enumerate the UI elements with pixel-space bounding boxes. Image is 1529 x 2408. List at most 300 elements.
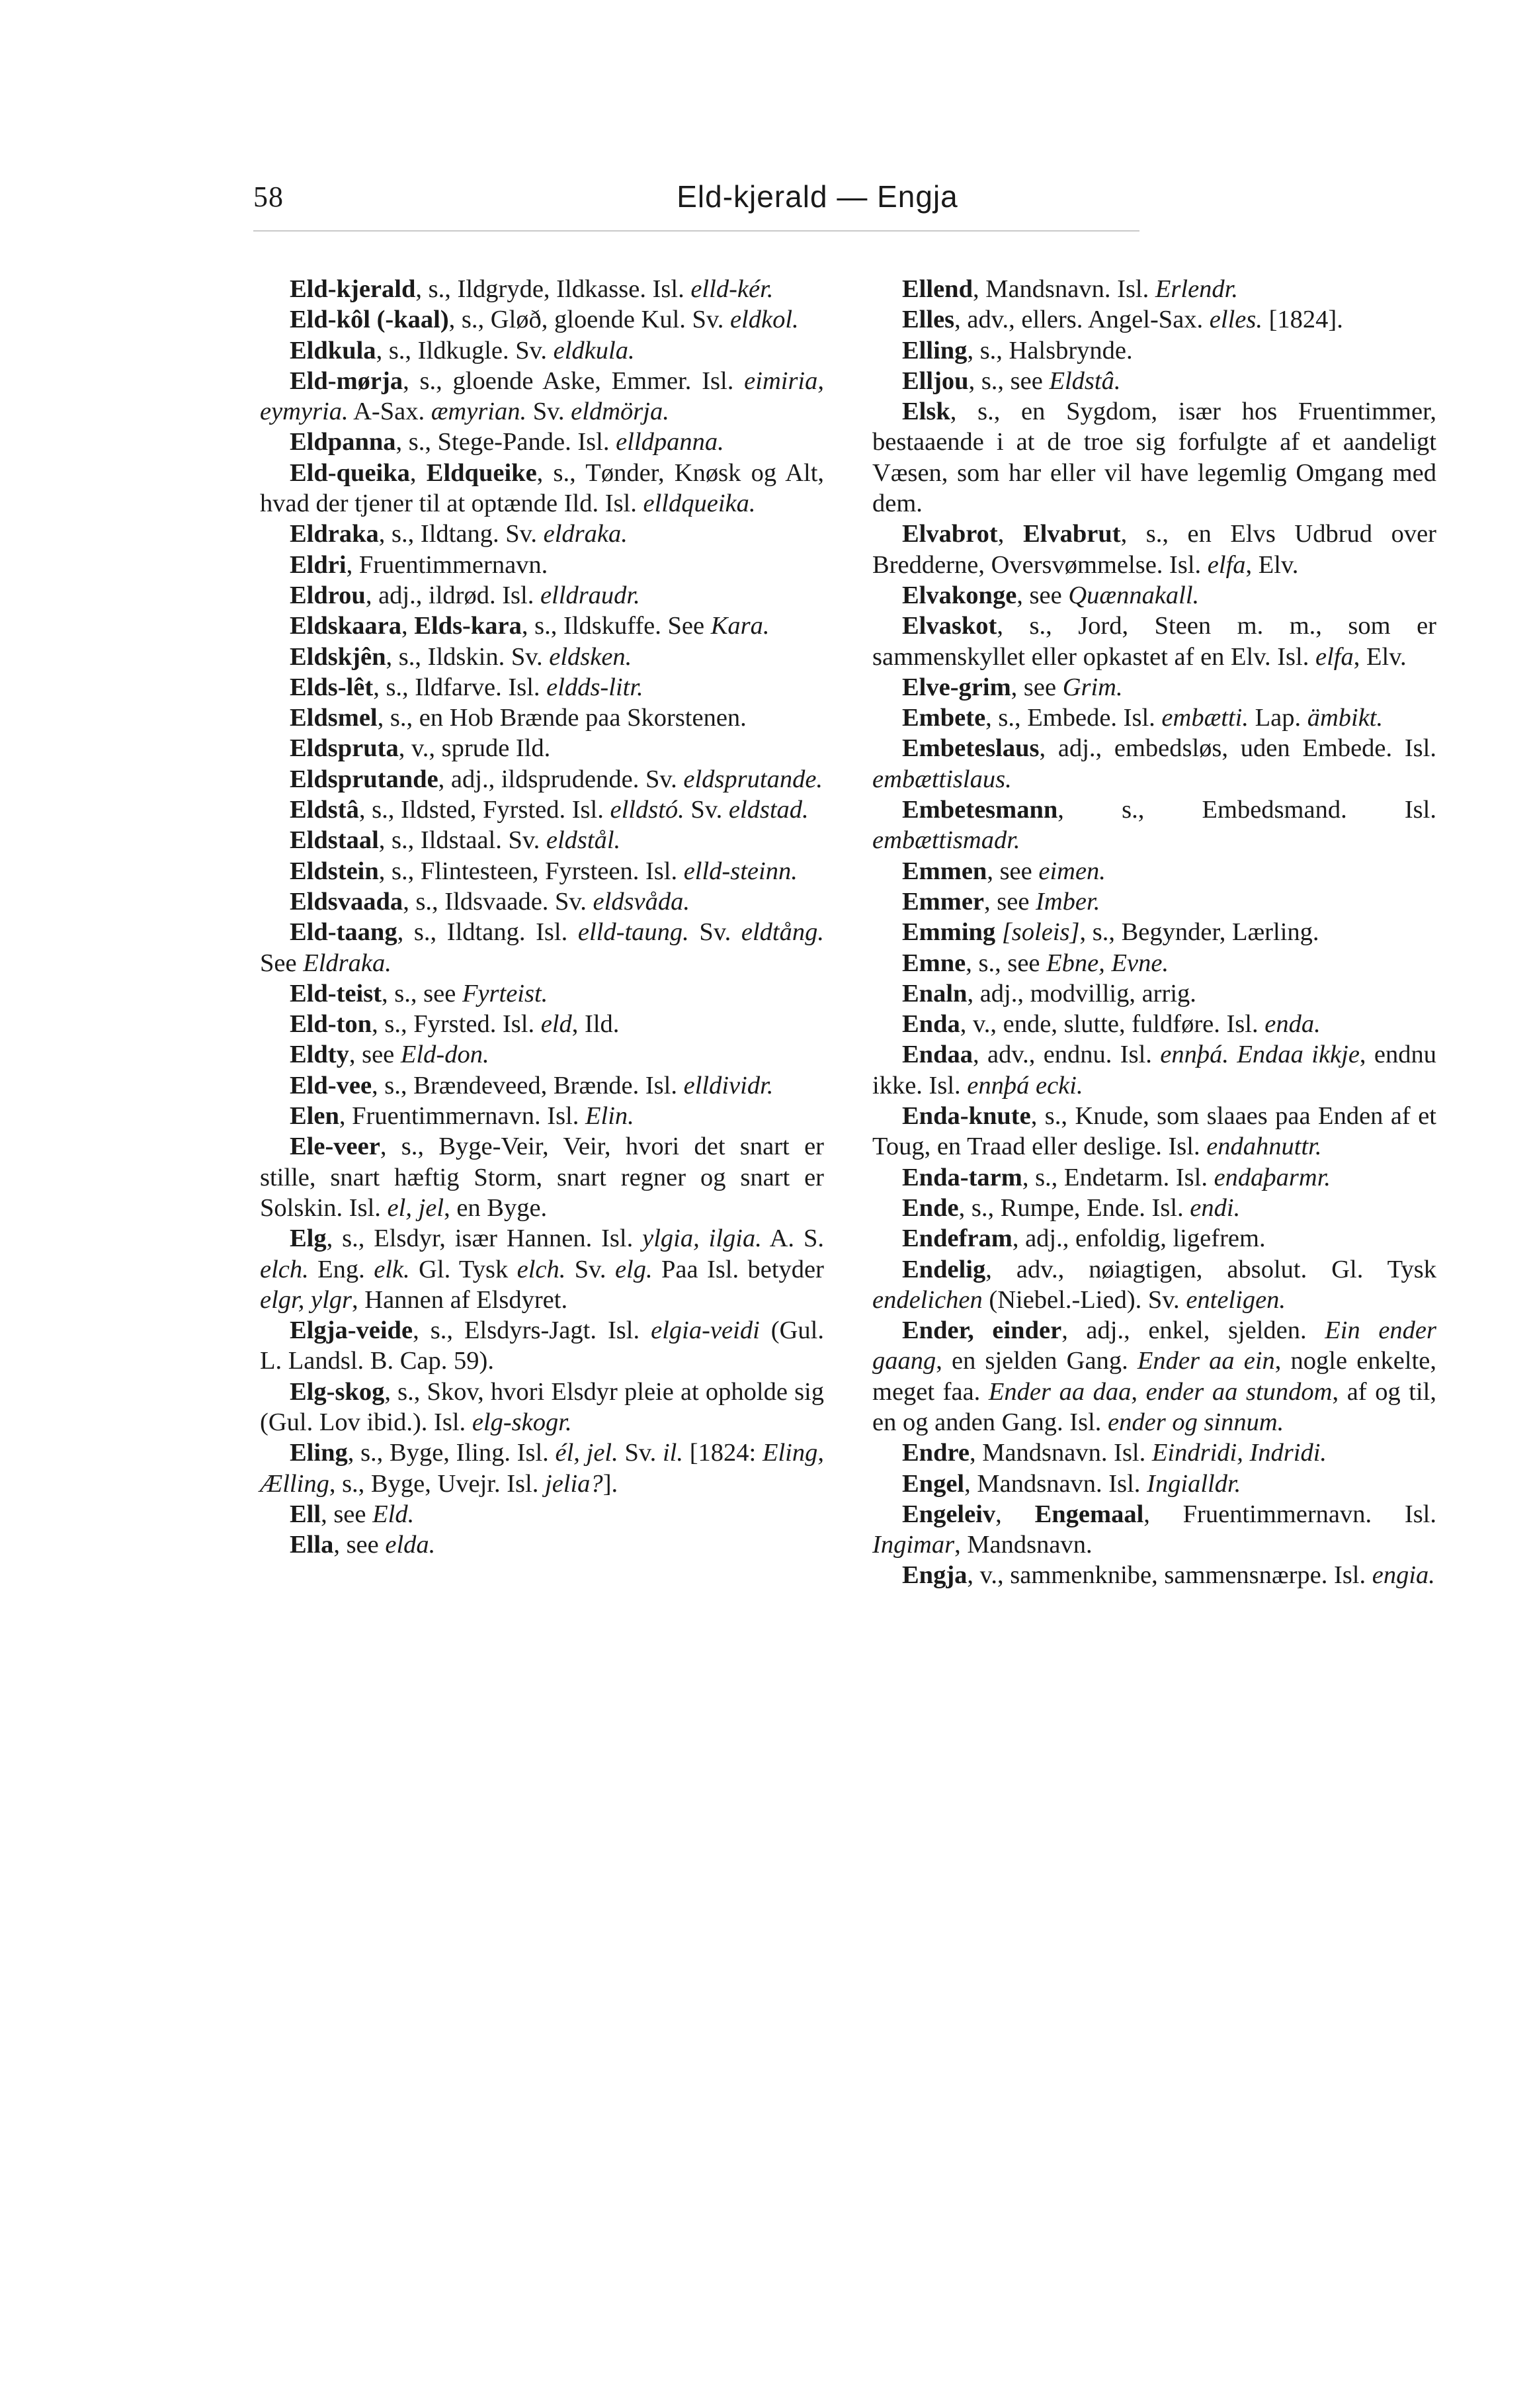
dictionary-entry	[260, 825, 824, 855]
italic-term: Fyrteist.	[462, 979, 548, 1008]
definition-text: , s., see	[382, 979, 462, 1008]
definition-text: , Elv.	[1245, 550, 1299, 579]
dictionary-entry	[260, 1070, 824, 1101]
dictionary-entry	[260, 274, 824, 304]
definition-text: , s., Stege-Pande. Isl.	[395, 428, 616, 456]
headword: Elsk	[902, 398, 950, 426]
headword: Elds-lêt	[290, 673, 374, 701]
headword: Enda-knute	[902, 1102, 1031, 1131]
dictionary-entry	[260, 764, 824, 795]
dictionary-entry	[260, 1101, 824, 1131]
headword: Eling	[290, 1439, 348, 1467]
italic-term: elg-skogr.	[472, 1408, 572, 1436]
italic-term: eldkol.	[729, 306, 799, 334]
italic-term: elgia-veidi	[651, 1316, 760, 1345]
headword: Elds-kara	[414, 612, 522, 640]
headword: Ella	[290, 1531, 334, 1559]
italic-term: Eling, Ælling	[260, 1439, 824, 1498]
headword: Elljou	[902, 366, 969, 395]
italic-term: eldkula.	[553, 336, 635, 365]
dictionary-entry	[260, 580, 824, 611]
headword: Eldstein	[290, 857, 379, 885]
headword: Embetesmann	[902, 796, 1058, 824]
definition-text	[995, 918, 1002, 946]
dictionary-entry	[872, 1162, 1436, 1193]
dictionary-entry	[260, 733, 824, 763]
definition-text: Sv.	[526, 398, 571, 426]
definition-text: , Mandsnavn.	[954, 1531, 1093, 1559]
definition-text: , s., Elsdyr, især Hannen. Isl.	[326, 1225, 643, 1253]
definition-text: , s., Skov, hvori Elsdyr pleie at opholde sig (Gul. Lov ibid.). Isl.	[260, 1377, 824, 1436]
headword: Elvaskot	[902, 612, 997, 640]
dictionary-entry	[260, 1499, 824, 1529]
headword: Emming	[902, 918, 996, 947]
definition-text: , Fruentimmernavn. Isl.	[339, 1102, 585, 1131]
italic-term: elld-taung.	[577, 918, 689, 947]
definition-text: , s., Embedsmand. Isl.	[1057, 796, 1436, 824]
headword: Eldsmel	[290, 704, 378, 732]
dictionary-entry	[260, 519, 824, 549]
definition-text: , af og til, en og anden Gang. Isl.	[872, 1377, 1436, 1436]
definition-text: Paa Isl. betyder	[652, 1255, 824, 1283]
header-rule	[253, 230, 1139, 232]
italic-term: elld-steinn.	[683, 857, 798, 885]
dictionary-entry	[872, 1560, 1436, 1590]
italic-term: Ender aa daa, ender aa stundom	[988, 1377, 1333, 1406]
definition-text: , s., Endetarm. Isl.	[1022, 1163, 1214, 1191]
definition-text: , s., Elsdyrs-Jagt. Isl.	[413, 1316, 651, 1345]
headword: Eld-kôl (-kaal)	[290, 306, 449, 334]
italic-term: elch.	[517, 1255, 566, 1283]
italic-term: endaþarmr.	[1214, 1163, 1331, 1191]
definition-text: , s., Brændeveed, Brænde. Isl.	[372, 1071, 684, 1099]
headword: Elvakonge	[902, 581, 1017, 609]
italic-term: elldpanna.	[616, 428, 724, 456]
headword: Eld-taang	[290, 918, 397, 947]
dictionary-entry	[872, 1469, 1436, 1499]
definition-text: , see	[987, 857, 1039, 885]
headword: Endefram	[902, 1225, 1012, 1253]
headword: Eldstaal	[290, 826, 379, 855]
italic-term: elch.	[260, 1255, 309, 1283]
italic-term: eldstad.	[728, 796, 809, 824]
dictionary-entry	[260, 795, 824, 825]
definition-text: , Elv.	[1353, 642, 1407, 671]
definition-text: , nogle enkelte, meget faa.	[872, 1347, 1436, 1406]
italic-term: Ender aa ein	[1137, 1347, 1275, 1375]
italic-term: el, jel	[387, 1193, 444, 1222]
italic-term: eldtång.	[741, 918, 824, 947]
definition-text: , s., Fyrsted. Isl.	[372, 1010, 541, 1039]
dictionary-entry	[260, 335, 824, 366]
definition-text: , see	[984, 887, 1036, 916]
definition-text: ,	[997, 520, 1023, 548]
definition-text: [1824:	[683, 1439, 763, 1467]
italic-term: elldqueika.	[643, 490, 756, 518]
definition-text: , adj., embedsløs, uden Embede. Isl.	[1039, 734, 1436, 763]
dictionary-entry	[872, 733, 1436, 795]
definition-text: ,	[409, 458, 427, 487]
dictionary-entry	[260, 1377, 824, 1438]
definition-text: Sv.	[565, 1255, 615, 1283]
dictionary-entry	[872, 917, 1436, 947]
headword: Eldrou	[290, 581, 366, 609]
definition-text: , s., en Sygdom, især hos Fruentimmer, bestaaende i at de troe sig forfulgte af et aandeligt Væsen, som har eller vil have legemlig Omgang med dem.	[872, 398, 1436, 518]
italic-term: jelia?	[545, 1469, 603, 1498]
definition-text: , Hannen af Elsdyret.	[352, 1285, 568, 1314]
headword: Eld-teist	[290, 979, 382, 1008]
definition-text: (Gul. L. Landsl. B. Cap. 59).	[260, 1316, 824, 1375]
definition-text: , see	[321, 1500, 373, 1528]
italic-term: Erlendr.	[1155, 275, 1239, 303]
dictionary-entry	[260, 366, 824, 427]
dictionary-entry	[260, 1223, 824, 1315]
definition-text: ,	[401, 612, 415, 640]
headword: Ell	[290, 1500, 321, 1528]
headword: Eldskaara	[290, 612, 402, 640]
dictionary-entry	[260, 856, 824, 886]
definition-text: , see	[1011, 673, 1063, 701]
dictionary-entry	[872, 1039, 1436, 1101]
definition-text: , s., Ildsted, Fyrsted. Isl.	[358, 796, 610, 824]
headword: Eld-vee	[290, 1071, 372, 1099]
dictionary-entry	[260, 978, 824, 1009]
italic-term: enda.	[1264, 1010, 1321, 1039]
definition-text: , adj., enfoldig, ligefrem.	[1012, 1225, 1266, 1253]
definition-text: , s., gloende Aske, Emmer. Isl.	[403, 366, 745, 395]
headword: Ende	[902, 1193, 959, 1222]
italic-term: ender og sinnum.	[1108, 1408, 1284, 1436]
italic-term: Eld.	[372, 1500, 415, 1528]
definition-text: , Ild.	[571, 1010, 620, 1039]
definition-text: , Mandsnavn. Isl.	[964, 1469, 1147, 1498]
dictionary-entry	[260, 458, 824, 519]
definition-text: , endnu ikke. Isl.	[872, 1041, 1436, 1099]
italic-term: elld-kér.	[690, 275, 774, 303]
italic-term: eldmörja.	[571, 398, 669, 426]
definition-text: , adv., endnu. Isl.	[973, 1041, 1161, 1069]
italic-term: eldsprutande.	[683, 765, 823, 793]
italic-term: endahnuttr.	[1206, 1133, 1322, 1161]
dictionary-entry	[872, 948, 1436, 978]
italic-term: Eindridi, Indridi.	[1151, 1439, 1327, 1467]
italic-term: Eldraka.	[303, 949, 392, 977]
headword: Elen	[290, 1102, 339, 1131]
dictionary-entry	[872, 672, 1436, 703]
definition-text: , s., Jord, Steen m. m., som er sammenskyllet eller opkastet af en Elv. Isl.	[872, 612, 1436, 671]
dictionary-entry	[872, 703, 1436, 733]
italic-term: elldraudr.	[540, 581, 640, 609]
dictionary-entry	[872, 304, 1436, 335]
italic-term: Quænnakall.	[1068, 581, 1200, 609]
italic-term: eldraka.	[543, 520, 628, 548]
italic-term: [soleis]	[1001, 918, 1080, 947]
definition-text: , see	[1016, 581, 1069, 609]
italic-term: il.	[662, 1439, 683, 1467]
definition-text: ].	[602, 1469, 618, 1498]
italic-term: engia.	[1372, 1561, 1435, 1590]
italic-term: ylgia, ilgia.	[642, 1225, 762, 1253]
headword: Ender, einder	[902, 1316, 1062, 1345]
headword: Eldspruta	[290, 734, 399, 763]
definition-text: , Mandsnavn. Isl.	[972, 275, 1155, 303]
italic-term: endi.	[1190, 1193, 1241, 1222]
headword: Embete	[902, 704, 986, 732]
headword: Eldkula	[290, 336, 376, 365]
italic-term: elldividr.	[683, 1071, 774, 1099]
dictionary-entry	[260, 427, 824, 457]
italic-term: Ein ender gaang	[872, 1316, 1437, 1375]
definition-text: , s., Begynder, Lærling.	[1079, 918, 1319, 947]
definition-text: , s., Byge, Uvejr. Isl.	[329, 1469, 545, 1498]
italic-term: Ingialldr.	[1147, 1469, 1241, 1498]
definition-text: , v., sammenknibe, sammensnærpe. Isl.	[967, 1561, 1372, 1590]
dictionary-entry	[872, 1499, 1436, 1561]
headword: Eld-kjerald	[290, 275, 416, 303]
dictionary-entry	[872, 580, 1436, 611]
dictionary-entry	[872, 611, 1436, 672]
definition-text: , s., Ildskin. Sv.	[386, 642, 550, 671]
definition-text: See	[260, 949, 304, 977]
definition-text: , s., see	[966, 949, 1047, 977]
italic-term: eld	[540, 1010, 572, 1039]
italic-term: enteligen.	[1186, 1285, 1286, 1314]
dictionary-entry	[872, 1223, 1436, 1254]
definition-text: Eng.	[308, 1255, 374, 1283]
headword: Elvabrut	[1022, 520, 1121, 548]
definition-text: , adv., ellers. Angel-Sax.	[954, 306, 1210, 334]
dictionary-entry	[872, 856, 1436, 886]
italic-term: eldsvåda.	[593, 887, 690, 916]
headword: Eldstâ	[290, 796, 359, 824]
italic-term: elk.	[374, 1255, 410, 1283]
definition-text: , s., Byge, Iling. Isl.	[347, 1439, 556, 1467]
italic-term: Eldstâ.	[1049, 366, 1121, 395]
dictionary-entry	[872, 1254, 1436, 1316]
definition-text: , s., Halsbrynde.	[967, 336, 1133, 365]
headword: Engel	[902, 1469, 965, 1498]
definition-text: , s., Rumpe, Ende. Isl.	[958, 1193, 1190, 1222]
dictionary-entry	[260, 1131, 824, 1223]
italic-term: æmyrian.	[431, 398, 527, 426]
dictionary-entry	[260, 1039, 824, 1070]
headword: Eldraka	[290, 520, 379, 548]
headword: Elgja-veide	[290, 1316, 413, 1345]
dictionary-entry	[260, 611, 824, 641]
italic-term: Grim.	[1062, 673, 1123, 701]
dictionary-entry	[260, 304, 824, 335]
dictionary-entry	[872, 335, 1436, 366]
italic-term: Elin.	[585, 1102, 634, 1131]
headword: Emmen	[902, 857, 987, 885]
dictionary-entry	[260, 1438, 824, 1499]
definition-text: , s., en Elvs Udbrud over Bredderne, Oversvømmelse. Isl.	[872, 520, 1436, 579]
italic-term: elfa	[1315, 642, 1354, 671]
headword: Eldsvaada	[290, 887, 403, 916]
definition-text: , adv., nøiagtigen, absolut. Gl. Tysk	[985, 1255, 1436, 1283]
definition-text: , see	[333, 1531, 386, 1559]
page-number: 58	[253, 181, 284, 213]
definition-text: , s., Byge-Veir, Veir, hvori det snart er stille, snart hæftig Storm, snart regner og snart er Solskin. Isl.	[260, 1133, 824, 1222]
definition-text: Sv.	[688, 918, 741, 947]
headword: Enda-tarm	[902, 1163, 1022, 1191]
italic-term: Ebne, Evne.	[1046, 949, 1169, 977]
headword: Endelig	[902, 1255, 986, 1283]
dictionary-entry	[872, 795, 1436, 856]
dictionary-entry	[260, 1315, 824, 1377]
definition-text: , v., sprude Ild.	[398, 734, 551, 763]
headword: Eld-ton	[290, 1010, 372, 1039]
headword: Engja	[902, 1561, 968, 1590]
definition-text: , en sjelden Gang.	[936, 1347, 1137, 1375]
headword: Eldskjên	[290, 642, 386, 671]
definition-text: , v., ende, slutte, fuldføre. Isl.	[960, 1010, 1265, 1039]
headword: Engeleiv	[902, 1500, 996, 1528]
headword: Elvabrot	[902, 520, 998, 548]
definition-text: , s., Tønder, Knøsk og Alt, hvad der tjener til at optænde Ild. Isl.	[260, 458, 825, 518]
definition-text: , adj., enkel, sjelden.	[1061, 1316, 1325, 1345]
definition-text: , s., see	[968, 366, 1050, 395]
definition-text: , s., Ildstaal. Sv.	[378, 826, 546, 855]
definition-text: A. S.	[761, 1225, 824, 1253]
dictionary-entry	[872, 978, 1436, 1009]
definition-text: ,	[995, 1500, 1035, 1528]
headword: Enda	[902, 1010, 960, 1039]
definition-text: , adj., ildsprudende. Sv.	[438, 765, 684, 793]
italic-term: eimiria, eymyria.	[260, 366, 824, 426]
definition-text: , s., Ildsvaade. Sv.	[403, 887, 593, 916]
dictionary-entry	[872, 1101, 1436, 1162]
definition-text: , s., Knude, som slaaes paa Enden af et Toug, en Traad eller deslige. Isl.	[872, 1102, 1436, 1161]
italic-term: él, jel.	[555, 1439, 618, 1467]
definition-text: (Niebel.-Lied). Sv.	[982, 1285, 1186, 1314]
dictionary-entry	[872, 519, 1436, 580]
headword: Ele-veer	[290, 1133, 380, 1161]
italic-term: Imber.	[1036, 887, 1100, 916]
headword: Eldsprutande	[290, 765, 438, 793]
headword: Eldpanna	[290, 428, 396, 456]
headword: Eldqueike	[426, 458, 537, 487]
definition-text: , s., Embede. Isl.	[985, 704, 1162, 732]
definition-text: Sv.	[618, 1439, 663, 1467]
definition-text: , s., Ildfarve. Isl.	[373, 673, 547, 701]
italic-term: eldsken.	[549, 642, 632, 671]
definition-text: , adj., modvillig, arrig.	[967, 979, 1196, 1008]
headword: Enaln	[902, 979, 968, 1008]
dictionary-entry	[872, 886, 1436, 917]
italic-term: ämbikt.	[1307, 704, 1384, 732]
headword: Elles	[902, 306, 955, 334]
italic-term: ennþá ecki.	[967, 1071, 1083, 1099]
headword: Emmer	[902, 887, 984, 916]
headword: Eld-mørja	[290, 366, 403, 395]
right-column	[872, 274, 1436, 1591]
left-column	[260, 274, 824, 1560]
definition-text: [1824].	[1262, 306, 1343, 334]
italic-term: ennþá.	[1160, 1041, 1229, 1069]
italic-term: Eld-don.	[400, 1041, 489, 1069]
dictionary-entry	[260, 1529, 824, 1560]
headword: Embeteslaus	[902, 734, 1040, 763]
dictionary-entry	[872, 1009, 1436, 1039]
dictionary-entry	[872, 1315, 1436, 1438]
italic-term: elles.	[1209, 306, 1262, 334]
dictionary-entry	[260, 672, 824, 703]
definition-text: Sv.	[684, 796, 729, 824]
headword: Ellend	[902, 275, 973, 303]
headword: Emne	[902, 949, 966, 977]
definition-text: , Mandsnavn. Isl.	[969, 1439, 1152, 1467]
headword: Endre	[902, 1439, 970, 1467]
italic-term: eimen.	[1038, 857, 1106, 885]
italic-term: Endaa ikkje	[1237, 1041, 1360, 1069]
italic-term: embættislaus.	[872, 765, 1012, 793]
headword: Elling	[902, 336, 968, 365]
dictionary-entry	[872, 1438, 1436, 1468]
italic-term: elg.	[614, 1255, 653, 1283]
italic-term: elldstó.	[610, 796, 684, 824]
definition-text: , s., Ildtang. Sv.	[378, 520, 544, 548]
headword: Eld-queika	[290, 458, 410, 487]
definition-text: , s., Ildkugle. Sv.	[376, 336, 554, 365]
definition-text: , s., Ildtang. Isl.	[397, 918, 578, 947]
dictionary-entry	[260, 642, 824, 672]
headword: Elg-skog	[290, 1377, 385, 1406]
definition-text: , s., Gløð, gloende Kul. Sv.	[448, 306, 730, 334]
headword: Endaa	[902, 1041, 973, 1069]
italic-term: eldds-litr.	[546, 673, 643, 701]
italic-term: Ingimar	[872, 1531, 955, 1559]
definition-text: , s., en Hob Brænde paa Skorstenen.	[377, 704, 747, 732]
italic-term: embætti.	[1161, 704, 1249, 732]
definition-text: , s., Ildskuffe. See	[521, 612, 711, 640]
dictionary-entry	[260, 1009, 824, 1039]
definition-text: Gl. Tysk	[409, 1255, 517, 1283]
headword: Eldty	[290, 1041, 349, 1069]
headword: Engemaal	[1034, 1500, 1144, 1528]
italic-term: elfa	[1207, 550, 1246, 579]
italic-term: eldstål.	[546, 826, 621, 855]
dictionary-entry	[872, 396, 1436, 519]
definition-text: Lap.	[1248, 704, 1307, 732]
dictionary-entry	[872, 274, 1436, 304]
dictionary-entry	[260, 703, 824, 733]
italic-term: endelichen	[872, 1285, 983, 1314]
italic-term: embættismadr.	[872, 826, 1020, 855]
dictionary-entry	[260, 550, 824, 580]
definition-text: , s., Ildgryde, Ildkasse. Isl.	[415, 275, 691, 303]
italic-term: elgr, ylgr	[260, 1285, 352, 1314]
definition-text: A-Sax.	[348, 398, 431, 426]
dictionary-entry	[260, 917, 824, 978]
italic-term: Kara.	[710, 612, 770, 640]
definition-text: , s., Flintesteen, Fyrsteen. Isl.	[378, 857, 684, 885]
italic-term: elda.	[385, 1531, 436, 1559]
dictionary-entry	[872, 1193, 1436, 1223]
definition-text: , see	[349, 1041, 401, 1069]
headword: Eldri	[290, 550, 347, 579]
headword: Elg	[290, 1225, 327, 1253]
definition-text: , adj., ildrød. Isl.	[365, 581, 540, 609]
definition-text: , en Byge.	[444, 1193, 548, 1222]
dictionary-entry	[260, 886, 824, 917]
definition-text	[1229, 1041, 1237, 1068]
dictionary-entry	[872, 366, 1436, 396]
running-head: Eld-kjerald — Engja	[677, 179, 958, 214]
headword: Elve-grim	[902, 673, 1011, 701]
definition-text: , Fruentimmernavn. Isl.	[1143, 1500, 1437, 1528]
definition-text: , Fruentimmernavn.	[346, 550, 548, 579]
